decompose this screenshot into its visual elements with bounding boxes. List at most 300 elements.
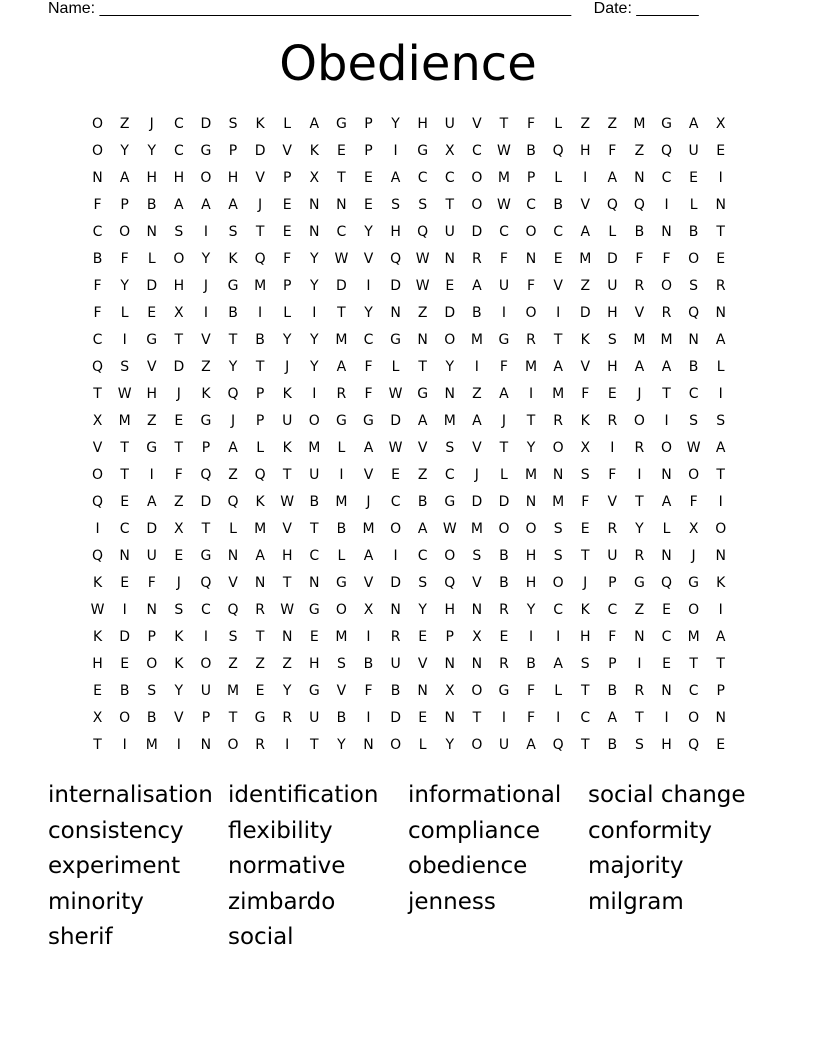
grid-letter: D [471,494,483,510]
grid-letter: T [499,116,509,132]
grid-letter: E [147,305,157,321]
grid-letter: R [661,305,672,321]
grid-letter: E [716,251,726,267]
grid-letter: I [718,170,723,186]
grid-letter: N [363,737,374,753]
grid-letter: O [390,521,402,537]
grid-letter: Y [310,278,319,294]
grid-letter: H [146,170,157,186]
grid-letter: M [552,386,565,402]
grid-letter: I [366,278,371,294]
grid-letter: C [444,170,455,186]
grid-letter: U [444,224,455,240]
grid-letter: H [281,548,293,564]
grid-letter: N [661,467,672,483]
grid-letter: G [417,386,429,402]
grid-letter: T [120,440,129,456]
grid-letter: N [390,602,401,618]
grid-letter: R [607,521,618,537]
grid-letter: E [662,602,671,618]
grid-letter: C [173,116,184,132]
grid-row [84,435,734,462]
grid-letter: A [607,170,618,186]
grid-letter: J [176,575,181,591]
grid-letter: O [119,710,131,726]
grid-letter: Z [417,305,428,321]
grid-letter: N [417,332,428,348]
grid-letter: M [443,413,456,429]
grid-letter: X [580,440,591,456]
grid-letter: Y [201,251,211,267]
grid-letter: I [312,305,317,321]
grid-letter: Q [200,575,212,591]
grid-letter: D [444,305,456,321]
grid-letter: E [607,386,617,402]
grid-letter: S [418,197,428,213]
grid-letter: O [92,116,104,132]
grid-letter: T [255,224,265,240]
grid-letter: W [334,251,349,267]
grid-letter: C [444,467,455,483]
grid-letter: L [337,548,346,564]
grid-letter: E [174,548,184,564]
grid-letter: I [366,710,371,726]
letter-grid [84,111,734,759]
grid-letter: J [285,359,290,375]
grid-letter: Z [201,359,211,375]
grid-letter: B [499,548,509,564]
grid-letter: N [525,251,537,267]
grid-letter: G [308,683,320,699]
date-line: _______ [636,0,699,17]
grid-letter: V [201,332,211,348]
grid-letter: A [688,116,699,132]
word-bank-item: flexibility [228,817,333,844]
grid-letter: O [661,278,673,294]
grid-letter: R [553,413,563,429]
grid-letter: O [119,224,131,240]
grid-letter: T [689,656,698,672]
grid-letter: C [661,170,672,186]
grid-letter: A [472,413,482,429]
grid-letter: B [688,224,699,240]
grid-letter: B [526,656,536,672]
grid-letter: D [200,116,212,132]
grid-letter: N [634,629,645,645]
grid-letter: O [471,197,483,213]
grid-letter: V [417,440,428,456]
grid-letter: H [146,386,157,402]
grid-letter: Q [200,467,212,483]
grid-letter: T [310,737,319,753]
grid-letter: A [634,359,645,375]
grid-letter: I [610,440,615,456]
grid-letter: P [147,629,156,645]
grid-row [84,516,734,543]
grid-letter: G [200,143,212,159]
grid-letter: A [417,521,428,537]
grid-letter: E [716,143,726,159]
grid-letter: D [471,224,483,240]
grid-letter: M [497,170,510,186]
grid-letter: D [390,710,401,726]
grid-letter: I [203,305,208,321]
grid-letter: Y [282,683,292,699]
grid-letter: L [716,359,725,375]
grid-letter: M [470,521,483,537]
grid-letter: X [715,116,726,132]
grid-letter: M [362,521,375,537]
grid-letter: N [146,224,157,240]
grid-letter: E [418,710,428,726]
grid-letter: J [258,197,263,213]
grid-row [84,192,734,219]
grid-letter: E [255,683,265,699]
grid-letter: K [282,386,292,402]
grid-letter: A [228,197,238,213]
grid-letter: F [581,494,590,510]
grid-letter: Q [390,251,402,267]
grid-letter: S [228,224,238,240]
grid-letter: O [471,737,483,753]
grid-letter: C [607,602,618,618]
grid-letter: B [146,197,157,213]
grid-letter: R [607,413,618,429]
grid-letter: T [580,548,590,564]
grid-letter: D [146,278,158,294]
grid-letter: I [366,629,371,645]
grid-letter: U [607,548,618,564]
grid-letter: S [228,629,238,645]
grid-letter: I [203,224,208,240]
grid-letter: N [661,548,672,564]
grid-letter: D [390,575,401,591]
grid-letter: V [363,251,374,267]
grid-letter: F [120,251,129,267]
grid-letter: T [553,332,563,348]
grid-letter: I [664,197,669,213]
grid-letter: G [335,575,347,591]
grid-letter: Z [228,467,238,483]
grid-letter: Z [119,116,130,132]
grid-letter: C [417,170,428,186]
grid-letter: M [687,629,700,645]
grid-letter: B [363,656,374,672]
grid-letter: A [363,548,374,564]
grid-letter: I [312,386,317,402]
grid-letter: F [283,251,292,267]
grid-letter: N [661,224,672,240]
grid-letter: W [415,251,430,267]
grid-row [84,543,734,570]
grid-letter: F [527,683,536,699]
grid-letter: U [688,143,699,159]
grid-letter: Z [228,656,238,672]
grid-letter: G [444,494,456,510]
grid-letter: W [90,602,105,618]
grid-letter: V [228,575,238,591]
grid-letter: E [662,656,671,672]
grid-letter: A [390,170,401,186]
word-bank-item: milgram [588,888,684,915]
grid-letter: X [92,710,103,726]
grid-letter: W [415,278,430,294]
grid-letter: N [444,710,455,726]
grid-letter: L [689,197,698,213]
grid-letter: Z [580,116,591,132]
grid-letter: I [528,629,534,645]
grid-letter: V [282,521,292,537]
grid-letter: D [390,413,401,429]
grid-letter: C [553,224,564,240]
grid-letter: H [417,116,428,132]
grid-letter: O [227,737,239,753]
grid-letter: T [228,332,238,348]
grid-letter: U [607,278,618,294]
grid-letter: O [552,575,564,591]
grid-letter: P [364,116,373,132]
grid-letter: Y [120,143,129,159]
grid-letter: N [92,170,103,186]
grid-letter: Z [282,656,292,672]
grid-letter: I [664,710,669,726]
grid-letter: A [146,494,157,510]
grid-letter: J [583,575,588,591]
grid-letter: F [608,629,617,645]
grid-letter: U [444,116,455,132]
grid-letter: C [553,602,564,618]
grid-letter: Q [92,359,104,375]
grid-letter: S [634,737,644,753]
grid-letter: E [120,656,130,672]
grid-letter: V [553,278,563,294]
grid-letter: I [393,548,398,564]
grid-letter: N [715,548,726,564]
grid-letter: X [688,521,699,537]
grid-letter: K [716,575,726,591]
grid-letter: A [417,413,428,429]
grid-letter: I [474,359,479,375]
grid-letter: V [607,494,618,510]
grid-letter: M [335,494,348,510]
grid-letter: L [120,305,129,321]
grid-letter: H [579,629,591,645]
grid-letter: G [227,278,239,294]
grid-letter: S [689,278,699,294]
grid-letter: C [580,710,591,726]
grid-letter: T [635,494,644,510]
grid-letter: A [526,737,536,753]
grid-row [84,111,734,138]
grid-letter: V [634,305,645,321]
grid-letter: B [499,575,509,591]
grid-letter: D [579,305,591,321]
grid-letter: E [445,278,455,294]
grid-letter: G [254,710,266,726]
grid-letter: M [633,116,646,132]
grid-letter: X [174,305,184,321]
grid-letter: C [417,548,428,564]
grid-letter: D [606,251,618,267]
grid-letter: Y [526,440,536,456]
grid-letter: Q [417,224,429,240]
grid-letter: Q [552,737,564,753]
grid-letter: T [526,413,536,429]
grid-letter: T [445,197,455,213]
grid-letter: T [201,521,211,537]
grid-letter: A [309,116,320,132]
grid-letter: X [444,143,455,159]
word-bank-item: consistency [48,817,184,844]
grid-letter: F [93,197,102,213]
grid-letter: P [282,278,292,294]
grid-letter: V [282,143,292,159]
grid-letter: R [282,710,293,726]
grid-letter: T [310,521,319,537]
grid-letter: C [688,683,699,699]
grid-letter: R [634,440,645,456]
grid-letter: I [285,737,290,753]
grid-letter: Q [92,494,104,510]
grid-letter: N [525,494,537,510]
grid-letter: E [93,683,102,699]
grid-letter: M [633,332,646,348]
grid-letter: T [472,710,482,726]
grid-letter: D [200,494,212,510]
date-label: Date: [593,0,632,17]
grid-letter: I [718,494,723,510]
grid-letter: N [200,737,212,753]
grid-letter: J [230,413,236,429]
grid-letter: O [525,224,537,240]
grid-letter: A [715,440,726,456]
grid-letter: B [309,494,320,510]
grid-letter: H [309,656,320,672]
grid-letter: Z [634,602,645,618]
grid-letter: I [122,332,127,348]
grid-letter: I [556,710,561,726]
grid-letter: A [715,629,726,645]
grid-letter: O [200,170,212,186]
grid-letter: Q [227,602,239,618]
grid-letter: E [336,143,346,159]
grid-row [84,597,734,624]
grid-letter: A [228,440,238,456]
word-bank-item: social change [588,782,746,808]
grid-row [84,462,734,489]
word-bank-item: majority [588,853,684,880]
grid-letter: K [282,440,292,456]
grid-letter: J [501,413,507,429]
grid-letter: C [688,386,699,402]
grid-letter: P [716,683,725,699]
grid-letter: M [552,494,565,510]
grid-letter: P [282,170,292,186]
grid-letter: O [525,521,537,537]
grid-letter: P [228,143,238,159]
word-bank [48,778,768,956]
grid-letter: A [174,197,184,213]
grid-letter: N [715,197,726,213]
grid-letter: E [282,224,292,240]
grid-row [84,732,734,759]
grid-letter: T [174,440,184,456]
grid-letter: N [715,710,726,726]
grid-letter: R [255,737,265,753]
grid-letter: T [716,467,725,483]
grid-letter: B [417,494,428,510]
grid-letter: P [526,170,536,186]
grid-letter: M [579,251,592,267]
grid-letter: N [119,548,130,564]
grid-letter: D [119,629,131,645]
grid-letter: F [499,359,508,375]
grid-letter: H [607,305,618,321]
grid-letter: B [634,224,645,240]
grid-letter: F [527,278,536,294]
grid-letter: W [388,386,403,402]
grid-row [84,273,734,300]
name-label: Name: [48,0,96,17]
grid-row [84,327,734,354]
grid-letter: L [283,305,292,321]
grid-row [84,354,734,381]
grid-row [84,408,734,435]
grid-letter: H [444,602,456,618]
grid-letter: M [660,332,673,348]
grid-letter: B [553,197,563,213]
grid-letter: K [92,629,103,645]
word-bank-item: zimbardo [228,888,336,915]
grid-letter: F [527,710,536,726]
grid-letter: K [255,494,265,510]
grid-letter: P [445,629,454,645]
grid-letter: C [336,224,347,240]
grid-letter: S [716,413,726,429]
grid-letter: Q [606,197,618,213]
grid-letter: M [525,359,538,375]
grid-letter: O [661,440,673,456]
grid-letter: X [363,602,374,618]
grid-letter: T [418,359,427,375]
grid-letter: I [501,710,507,726]
grid-row [84,624,734,651]
grid-letter: K [309,143,319,159]
grid-letter: K [580,332,590,348]
grid-letter: Y [635,521,644,537]
grid-letter: G [498,683,510,699]
grid-letter: J [176,386,181,402]
grid-letter: M [470,332,483,348]
grid-letter: X [309,170,320,186]
grid-letter: N [444,251,455,267]
grid-letter: P [608,575,617,591]
grid-letter: K [255,116,265,132]
grid-letter: U [146,548,157,564]
grid-letter: F [174,467,183,483]
grid-letter: D [498,494,510,510]
word-bank-item: sherif [48,924,113,951]
grid-letter: O [633,413,645,429]
grid-letter: V [92,440,103,456]
grid-letter: E [553,251,563,267]
grid-letter: Q [444,575,456,591]
word-bank-item: social [228,924,294,951]
grid-letter: Q [552,143,564,159]
grid-letter: W [442,521,457,537]
grid-letter: F [364,359,373,375]
grid-letter: C [173,143,184,159]
